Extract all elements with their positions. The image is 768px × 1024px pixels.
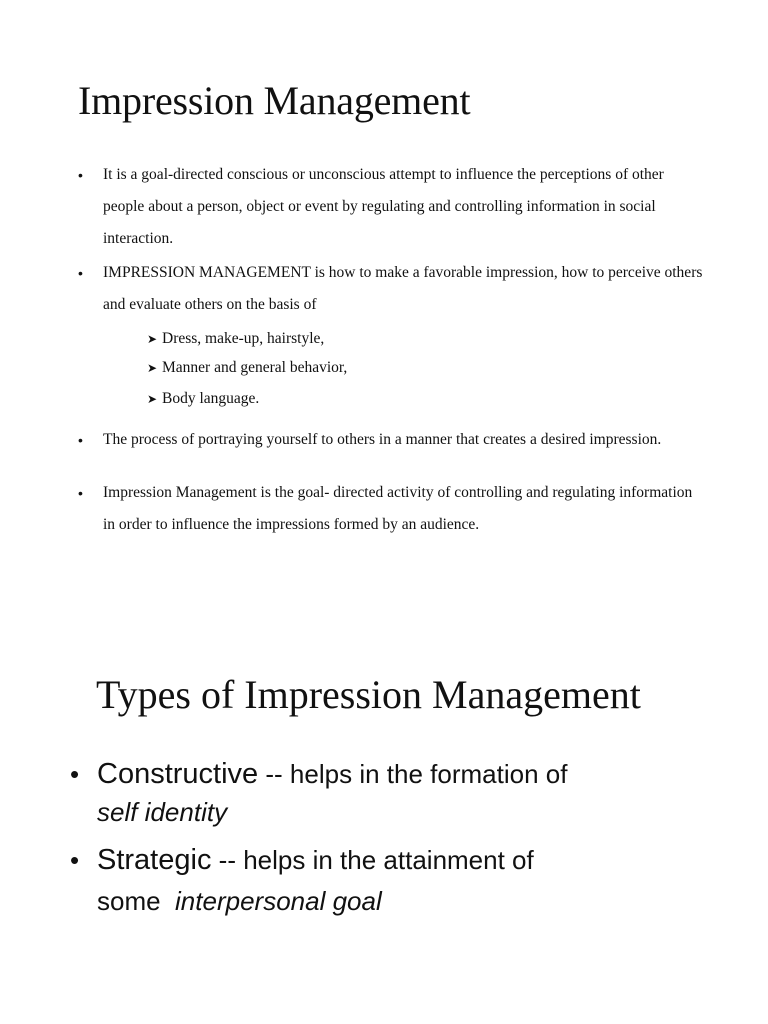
bullet-line: [97, 840, 534, 880]
slide-title: Impression Management: [78, 78, 471, 123]
sub-bullet-text: Dress, make-up, hairstyle,: [162, 330, 325, 347]
slide-title: Types of Impression Management: [96, 672, 641, 717]
bullet-description-prefix: some: [97, 886, 176, 916]
bullet-term: Constructive: [97, 758, 259, 790]
bullet-emphasis: self identity: [97, 797, 228, 827]
bullet-dot: •: [70, 759, 80, 789]
bullet-emphasis: interpersonal goal: [175, 886, 382, 916]
bullet-term: Strategic: [97, 844, 212, 876]
bullet-line: [97, 881, 382, 921]
arrow-bullet-icon: ➤: [147, 392, 158, 406]
bullet-line: [97, 754, 567, 794]
bullet-dot: •: [78, 485, 83, 501]
arrow-bullet-icon: ➤: [147, 332, 158, 346]
bullet-dot: •: [78, 265, 83, 281]
sub-bullet-item: [147, 323, 324, 355]
slide-types-of-impression-management: [0, 640, 768, 1024]
bullet-text: The process of portraying yourself to others in a manner that creates a desired impression.: [103, 431, 662, 448]
bullet-description: -- helps in the attainment of: [211, 845, 534, 875]
bullet-dot: •: [78, 167, 83, 183]
bullet-text: Impression Management is the goal- directed activity of controlling and regulating information in order to influence the impressions formed by an audience.: [103, 484, 693, 533]
sub-bullet-item: [147, 352, 347, 384]
bullet-text: It is a goal-directed conscious or unconscious attempt to influence the perceptions of other people about a person, object or event by regulating and controlling information in social interaction.: [103, 166, 664, 247]
bullet-text: IMPRESSION MANAGEMENT is how to make a favorable impression, how to perceive others and evaluate others on the basis of: [103, 264, 703, 313]
bullet-dot: •: [70, 845, 80, 875]
sub-bullet-text: Body language.: [162, 390, 260, 407]
arrow-bullet-icon: ➤: [147, 361, 158, 375]
bullet-description: -- helps in the formation of: [258, 759, 568, 789]
sub-bullet-text: Manner and general behavior,: [162, 359, 348, 376]
sub-bullet-item: [147, 383, 259, 415]
bullet-dot: •: [78, 432, 83, 448]
